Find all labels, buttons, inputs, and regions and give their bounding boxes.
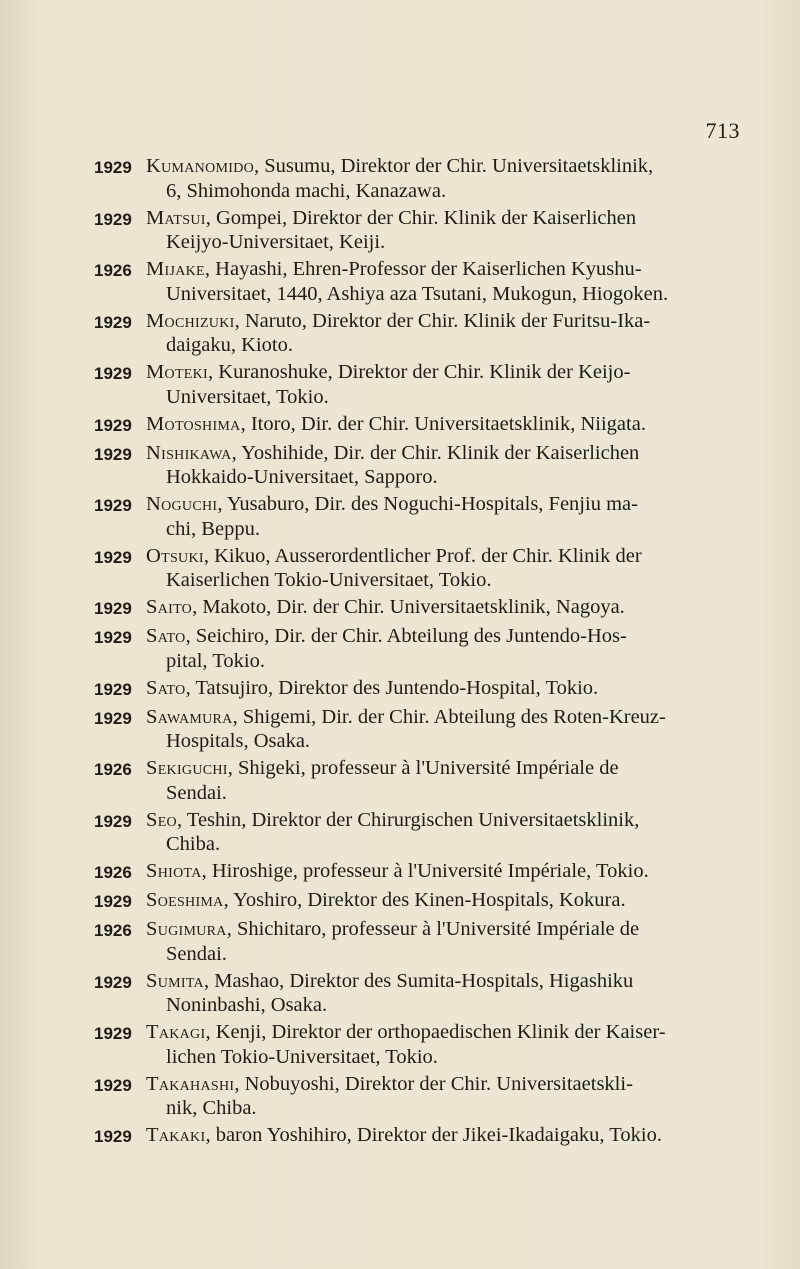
member-entry	[94, 1020, 744, 1069]
entry-text	[146, 1072, 744, 1121]
entry-surname: Otsuki	[146, 544, 204, 567]
entry-line: Hospitals, Osaka.	[166, 730, 311, 752]
member-entry	[94, 888, 744, 915]
entry-line	[146, 544, 744, 569]
entry-line	[146, 492, 744, 517]
entry-year: 1929	[94, 547, 132, 567]
entry-details: , Hayashi, Ehren-Professor der Kaiserlichen Kyushu-	[204, 258, 642, 280]
entry-details: , Kenji, Direktor der orthopaedischen Klinik der Kaiser-	[205, 1021, 666, 1043]
entry-text	[146, 257, 744, 306]
member-entry	[94, 441, 744, 490]
entry-text	[146, 969, 744, 1018]
entry-year: 1929	[94, 679, 132, 699]
entry-line	[146, 309, 744, 334]
entry-text	[146, 676, 744, 701]
entry-details: , Itoro, Dir. der Chir. Universitaetsklinik, Niigata.	[240, 412, 646, 435]
entry-year: 1929	[94, 312, 132, 332]
entry-line	[146, 1072, 744, 1097]
entry-text	[146, 756, 744, 805]
entry-surname: Takahashi	[146, 1072, 235, 1095]
entry-line	[146, 360, 744, 385]
member-entry	[94, 257, 744, 306]
entry-text	[146, 441, 744, 490]
member-entry	[94, 154, 744, 203]
entry-details: , Susumu, Direktor der Chir. Universitaetsklinik,	[254, 155, 654, 177]
entry-details: , Gompei, Direktor der Chir. Klinik der Kaiserlichen	[205, 206, 637, 229]
entry-line	[146, 624, 744, 649]
entry-details: , Yusaburo, Dir. des Noguchi-Hospitals, Fenjiu ma-	[217, 493, 638, 515]
entry-text	[146, 595, 744, 620]
entry-text	[146, 859, 744, 884]
entry-year: 1929	[94, 415, 132, 435]
member-entry	[94, 544, 744, 593]
entry-details: , Shigemi, Dir. der Chir. Abteilung des Roten-Kreuz-	[232, 705, 666, 728]
entry-line	[146, 969, 744, 994]
member-entry	[94, 206, 744, 255]
entry-year: 1929	[94, 628, 132, 647]
entry-details: , Seichiro, Dir. der Chir. Abteilung des Juntendo-Hos-	[185, 625, 627, 647]
entry-line	[146, 441, 744, 466]
entry-year: 1929	[94, 364, 132, 383]
entry-details: , Tatsujiro, Direktor des Juntendo-Hospital, Tokio.	[185, 676, 599, 699]
entry-line	[146, 595, 744, 620]
entry-line	[146, 154, 744, 179]
entry-year: 1929	[94, 892, 132, 911]
entry-line: Sendai.	[166, 781, 227, 804]
entry-surname: Saito	[146, 596, 193, 618]
member-entry	[94, 360, 744, 409]
member-entry	[94, 595, 744, 622]
entry-line: Chiba.	[166, 833, 221, 855]
member-entry	[94, 492, 744, 541]
entry-text	[146, 154, 744, 203]
entry-line: chi, Beppu.	[166, 517, 260, 540]
entry-surname: Motoshima	[146, 412, 241, 435]
entry-line	[146, 705, 744, 730]
entry-details: , Yoshihide, Dir. der Chir. Klinik der Kaiserlichen	[231, 441, 640, 464]
entry-year: 1929	[94, 496, 132, 515]
member-entry	[94, 705, 744, 754]
entry-details: , Nobuyoshi, Direktor der Chir. Universitaetskli-	[234, 1072, 633, 1095]
entry-line: Kaiserlichen Tokio-Universitaet, Tokio.	[166, 569, 492, 591]
entry-line: pital, Tokio.	[166, 649, 265, 672]
entry-text	[146, 705, 744, 754]
entry-details: , Kuranoshuke, Direktor der Chir. Klinik der Keijo-	[208, 361, 631, 383]
page-number: 713	[705, 118, 740, 143]
entry-surname: Sawamura	[146, 705, 233, 728]
entry-details: , Shichitaro, professeur à l'Université Impériale de	[226, 918, 640, 940]
member-list	[94, 154, 744, 1152]
member-entry	[94, 969, 744, 1018]
member-entry	[94, 808, 744, 857]
entry-text	[146, 917, 744, 966]
entry-line: Noninbashi, Osaka.	[166, 994, 328, 1016]
entry-surname: Sumita	[146, 969, 204, 992]
entry-details: , Naruto, Direktor der Chir. Klinik der Furitsu-Ika-	[234, 309, 651, 332]
entry-line: 6, Shimohonda machi, Kanazawa.	[166, 179, 447, 202]
entry-line	[146, 412, 744, 437]
entry-surname: Takagi	[146, 1021, 206, 1043]
entry-year: 1929	[94, 599, 132, 618]
entry-year: 1929	[94, 1127, 132, 1146]
entry-line	[146, 859, 744, 884]
entry-line	[146, 1020, 744, 1045]
entry-year: 1926	[94, 760, 132, 779]
entry-line	[146, 808, 744, 833]
entry-text	[146, 888, 744, 913]
entry-surname: Takaki	[146, 1124, 206, 1146]
entry-year: 1929	[94, 444, 132, 464]
entry-text	[146, 1020, 744, 1069]
entry-year: 1929	[94, 708, 132, 728]
member-entry	[94, 624, 744, 673]
entry-line: Universitaet, 1440, Ashiya aza Tsutani, Mukogun, Hiogoken.	[166, 282, 669, 305]
entry-year: 1926	[94, 261, 132, 280]
member-entry	[94, 412, 744, 439]
entry-surname: Sato	[146, 625, 186, 647]
entry-surname: Soeshima	[146, 889, 224, 911]
entry-details: , Shigeki, professeur à l'Université Impériale de	[227, 757, 619, 779]
entry-surname: Sugimura	[146, 918, 227, 940]
entry-line	[146, 206, 744, 231]
entry-line	[146, 917, 744, 942]
entry-surname: Mochizuki	[146, 309, 235, 332]
entry-surname: Kumanomido	[146, 155, 255, 177]
member-entry	[94, 1123, 744, 1150]
entry-surname: Sekiguchi	[146, 757, 228, 779]
entry-text	[146, 360, 744, 409]
entry-line: daigaku, Kioto.	[166, 334, 293, 356]
entry-line	[146, 756, 744, 781]
entry-line: nik, Chiba.	[166, 1097, 257, 1119]
entry-text	[146, 1123, 744, 1148]
entry-text	[146, 309, 744, 358]
member-entry	[94, 676, 744, 703]
member-entry	[94, 756, 744, 805]
entry-surname: Matsui	[146, 206, 206, 229]
entry-line: lichen Tokio-Universitaet, Tokio.	[166, 1045, 438, 1068]
entry-line	[146, 1123, 744, 1148]
entry-line	[146, 676, 744, 701]
entry-details: , Yoshiro, Direktor des Kinen-Hospitals, Kokura.	[223, 889, 626, 911]
entry-year: 1929	[94, 209, 132, 229]
entry-details: , Makoto, Dir. der Chir. Universitaetsklinik, Nagoya.	[192, 596, 625, 618]
entry-line	[146, 257, 744, 282]
entry-year: 1926	[94, 863, 132, 882]
entry-year: 1929	[94, 1024, 132, 1043]
member-entry	[94, 859, 744, 886]
entry-line: Keijyo-Universitaet, Keiji.	[166, 231, 386, 253]
entry-line	[146, 888, 744, 913]
member-entry	[94, 309, 744, 358]
entry-year: 1929	[94, 972, 132, 992]
entry-surname: Shiota	[146, 860, 202, 882]
entry-details: , Mashao, Direktor des Sumita-Hospitals, Higashiku	[203, 969, 634, 992]
entry-surname: Nishikawa	[146, 441, 232, 464]
entry-surname: Mijake	[146, 258, 205, 280]
entry-year: 1929	[94, 811, 132, 831]
entry-text	[146, 206, 744, 255]
entry-year: 1926	[94, 921, 132, 940]
entry-surname: Seo	[146, 808, 177, 831]
entry-text	[146, 544, 744, 593]
member-entry	[94, 1072, 744, 1121]
entry-text	[146, 492, 744, 541]
entry-surname: Moteki	[146, 361, 209, 383]
entry-text	[146, 412, 744, 437]
entry-text	[146, 808, 744, 857]
entry-line: Sendai.	[166, 942, 227, 965]
entry-details: , Hiroshige, professeur à l'Université Impériale, Tokio.	[201, 860, 649, 882]
entry-year: 1929	[94, 1075, 132, 1095]
entry-details: , Teshin, Direktor der Chirurgischen Universitaetsklinik,	[176, 808, 640, 831]
entry-line: Hokkaido-Universitaet, Sapporo.	[166, 466, 438, 488]
member-entry	[94, 917, 744, 966]
entry-line: Universitaet, Tokio.	[166, 385, 329, 408]
entry-year: 1929	[94, 158, 132, 177]
entry-surname: Sato	[146, 676, 186, 699]
entry-details: , Kikuo, Ausserordentlicher Prof. der Chir. Klinik der	[203, 544, 642, 567]
entry-text	[146, 624, 744, 673]
entry-details: , baron Yoshihiro, Direktor der Jikei-Ikadaigaku, Tokio.	[205, 1124, 662, 1146]
entry-surname: Noguchi	[146, 493, 218, 515]
